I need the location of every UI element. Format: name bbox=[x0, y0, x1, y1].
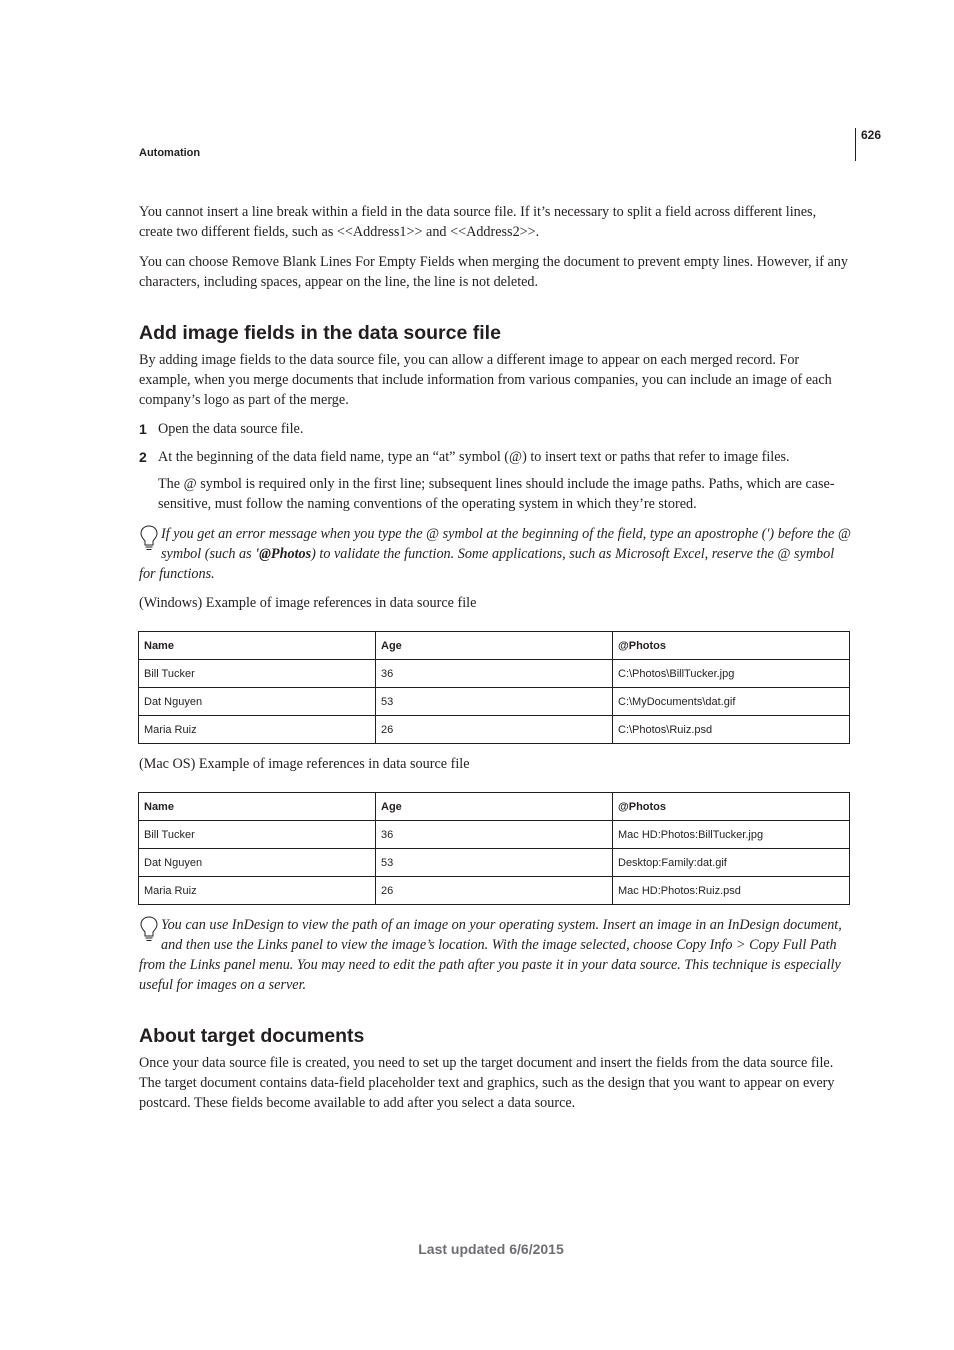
table-row bbox=[139, 849, 850, 877]
table-header-row bbox=[139, 793, 850, 821]
table-cell: 36 bbox=[376, 821, 613, 849]
section1-paragraph: By adding image fields to the data source file, you can allow a different image to appear on each merged record. For example, when you merge documents that include information from various companies, you can include an image of each company’s logo as part of the merge. bbox=[139, 352, 832, 408]
table-row bbox=[139, 660, 850, 688]
last-updated-footer: Last updated 6/6/2015 bbox=[418, 1241, 564, 1257]
table-cell: 53 bbox=[376, 688, 613, 716]
page-number: 626 bbox=[861, 128, 882, 142]
table-header-cell: Age bbox=[376, 632, 613, 660]
table-header-row bbox=[139, 632, 850, 660]
table-row bbox=[139, 716, 850, 744]
tip2-text: You can use InDesign to view the path of an image on your operating system. Insert an image in an InDesign document, and then use the Links panel to view the image’s location. With the image selected, choose Copy Info > Copy Full Path from the Links panel menu. You may need to edit the path after you paste it in your data source. This technique is especially useful for images on a server. bbox=[139, 917, 842, 993]
step-text: Open the data source file. bbox=[158, 421, 304, 437]
intro-paragraph-2: You can choose Remove Blank Lines For Empty Fields when merging the document to prevent empty lines. However, if any characters, including spaces, appear on the line, the line is not deleted. bbox=[139, 254, 848, 290]
windows-table-caption: (Windows) Example of image references in data source file bbox=[139, 595, 477, 611]
table-cell: 26 bbox=[376, 716, 613, 744]
header-rule bbox=[855, 128, 856, 161]
step-number: 2 bbox=[139, 449, 147, 465]
tip1-text-bold: '@Photos bbox=[255, 546, 312, 562]
section2-paragraph: Once your data source file is created, you need to set up the target document and insert the fields from the data source file. The target document contains data-field placeholder text and graphics, such as the design that you want to appear on every postcard. These fields become available to add after you select a data source. bbox=[139, 1055, 835, 1111]
table-cell: Dat Nguyen bbox=[139, 849, 376, 877]
lightbulb-icon bbox=[139, 915, 159, 945]
table-row bbox=[139, 688, 850, 716]
table-header-cell: Name bbox=[139, 632, 376, 660]
table-cell: C:\MyDocuments\dat.gif bbox=[613, 688, 850, 716]
table-row bbox=[139, 877, 850, 905]
tip1-text-end: ) to validate the function. Some applications, such as Microsoft Excel, reserve the @ symbol for functions. bbox=[139, 546, 835, 582]
lightbulb-icon bbox=[139, 524, 159, 554]
table-cell: Maria Ruiz bbox=[139, 716, 376, 744]
table-cell: C:\Photos\Ruiz.psd bbox=[613, 716, 850, 744]
table-cell: 53 bbox=[376, 849, 613, 877]
mac-example-table bbox=[138, 792, 850, 905]
table-cell: Dat Nguyen bbox=[139, 688, 376, 716]
table-header-cell: @Photos bbox=[613, 632, 850, 660]
windows-example-table bbox=[138, 631, 850, 744]
table-cell: Mac HD:Photos:Ruiz.psd bbox=[613, 877, 850, 905]
table-row bbox=[139, 821, 850, 849]
table-cell: Mac HD:Photos:BillTucker.jpg bbox=[613, 821, 850, 849]
section-heading-target-documents: About target documents bbox=[139, 1025, 365, 1047]
table-cell: Bill Tucker bbox=[139, 660, 376, 688]
section-heading-image-fields: Add image fields in the data source file bbox=[139, 322, 501, 344]
table-header-cell: Age bbox=[376, 793, 613, 821]
tip-note-1 bbox=[139, 524, 851, 584]
table-header-cell: Name bbox=[139, 793, 376, 821]
table-cell: 36 bbox=[376, 660, 613, 688]
table-cell: Bill Tucker bbox=[139, 821, 376, 849]
intro-paragraph-1: You cannot insert a line break within a field in the data source file. If it’s necessary to split a field across different lines, create two different fields, such as <<Address1>> and <<Address2>>. bbox=[139, 204, 817, 240]
tip1-text-start: If you get an error message when you type the @ symbol at the beginning of the field, type an apostrophe (') before the @ symbol (such as bbox=[161, 526, 851, 562]
running-head: Automation bbox=[139, 147, 201, 159]
step-text: At the beginning of the data field name, type an “at” symbol (@) to insert text or paths that refer to image files. bbox=[158, 449, 790, 465]
table-header-cell: @Photos bbox=[613, 793, 850, 821]
step-number: 1 bbox=[139, 421, 147, 437]
table-cell: Maria Ruiz bbox=[139, 877, 376, 905]
table-cell: C:\Photos\BillTucker.jpg bbox=[613, 660, 850, 688]
table-cell: Desktop:Family:dat.gif bbox=[613, 849, 850, 877]
tip-note-2 bbox=[139, 915, 851, 995]
step2-note: The @ symbol is required only in the first line; subsequent lines should include the image paths. Paths, which are case-sensitive, must follow the naming conventions of the operating system in which they’re stored. bbox=[158, 476, 835, 512]
mac-table-caption: (Mac OS) Example of image references in data source file bbox=[139, 756, 470, 772]
table-cell: 26 bbox=[376, 877, 613, 905]
